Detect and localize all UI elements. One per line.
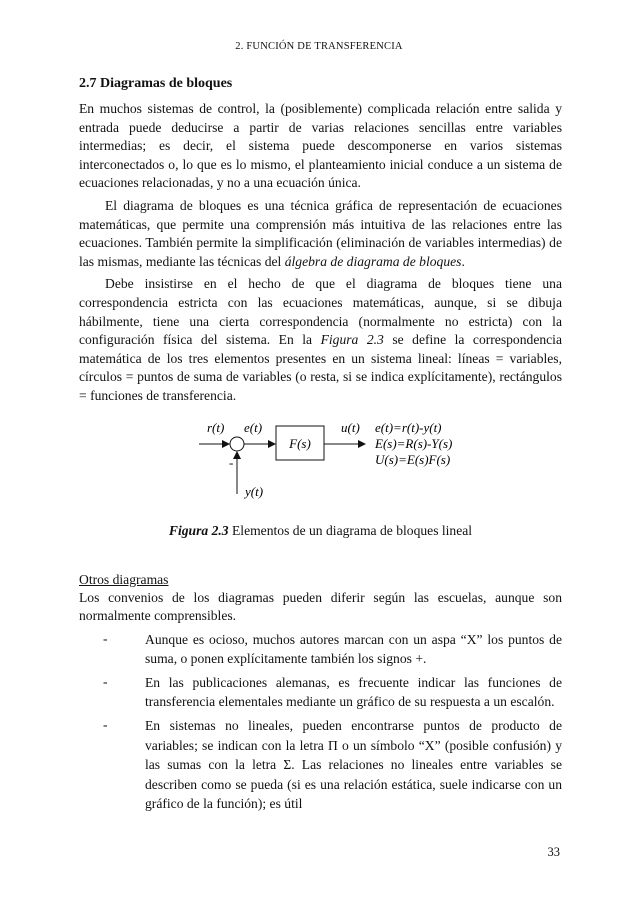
figure-reference: Figura 2.3: [320, 332, 384, 348]
minus-sign: -: [229, 454, 234, 470]
subheading-otros-diagramas: Otros diagramas: [79, 571, 169, 587]
paragraph-2: [79, 197, 562, 271]
list-item-text: Aunque es ocioso, muchos autores marcan con un aspa “X” los puntos de suma, o ponen explícitamente también los signos +.: [145, 631, 562, 667]
output-label: u(t): [341, 419, 360, 435]
list-item-text: En sistemas no lineales, pueden encontrarse puntos de producto de variables; se indican con la letra Π o un símbolo “X” (posible confusión) y las sumas con la letra Σ. Las relaciones no lineales entre variables se describen como se pueda (si es una relación estática, suele indicarse con un gráfico de la función); es útil: [145, 718, 562, 812]
paragraph-3: [79, 275, 562, 405]
block-diagram: [79, 412, 562, 512]
section-title: 2.7 Diagramas de bloques: [79, 76, 233, 91]
feedback-label: y(t): [245, 483, 264, 499]
page-content: [79, 74, 562, 818]
paragraph-3-end: se define la correspondencia matemática de los tres elementos presentes en un sistema lineal: líneas = variables, círculos = puntos de suma de variables (o resta, si se indica explícitamente), rectángulos = funciones de transferencia.: [79, 332, 562, 403]
block-label: F(s): [289, 435, 311, 451]
paragraph-3-text: Debe insistirse en el hecho de que el diagrama de bloques tiene una correspondencia estricta con las ecuaciones matemáticas, aunque, si se dibuja hábilmente, tiene una cierta correspondencia (normalmente no estricta) con la configuración física del sistema. En la: [79, 276, 562, 348]
equation-3: U(s)=E(s)F(s): [375, 451, 451, 467]
paragraph-1: En muchos sistemas de control, la (posiblemente) complicada relación entre salida y entrada puede deducirse a partir de varias relaciones sencillas entre variables intermedias; es decir, el sistema puede descomponerse en varios sistemas interconectados o, lo que es lo mismo, el planteamiento inicial conduce a un sistema de ecuaciones relacionadas, y no a una ecuación única.: [79, 101, 562, 191]
other-intro: Los convenios de los diagramas pueden diferir según las escuelas, aunque son normalmente comprensibles.: [79, 589, 562, 624]
paragraph-2-emphasis: álgebra de diagrama de bloques: [284, 253, 462, 269]
figure-caption-text: Elementos de un diagrama de bloques lineal: [228, 522, 473, 538]
figure-caption: [79, 522, 562, 540]
equation-1: e(t)=r(t)-y(t): [375, 419, 442, 435]
list-item: [79, 630, 562, 669]
paragraph-2-text: El diagrama de bloques es una técnica gráfica de representación de ecuaciones matemáticas, que permite una comprensión más intuitiva de las relaciones entre las ecuaciones. También permite la simplificación (eliminación de variables intermedias) de las mismas, mediante las técnicas del: [79, 197, 562, 269]
conventions-list: [79, 630, 562, 814]
list-item-text: En las publicaciones alemanas, es frecuente indicar las funciones de transferencia elementales mediante un gráfico de su respuesta a un escalón.: [145, 674, 562, 710]
page-number: 33: [547, 845, 560, 859]
list-dash: -: [103, 630, 108, 646]
sum-point: [230, 437, 244, 451]
block-diagram-svg: [79, 412, 562, 512]
figure-label: Figura 2.3: [168, 522, 229, 538]
equation-2: E(s)=R(s)-Y(s): [375, 435, 453, 451]
list-item: [79, 716, 562, 814]
list-dash: -: [103, 717, 108, 733]
input-label: r(t): [207, 419, 225, 435]
paragraph-2-end: .: [461, 253, 465, 269]
list-item: [79, 673, 562, 712]
running-header: 2. FUNCIÓN DE TRANSFERENCIA: [235, 41, 403, 52]
error-label: e(t): [244, 419, 263, 435]
list-dash: -: [103, 673, 108, 689]
